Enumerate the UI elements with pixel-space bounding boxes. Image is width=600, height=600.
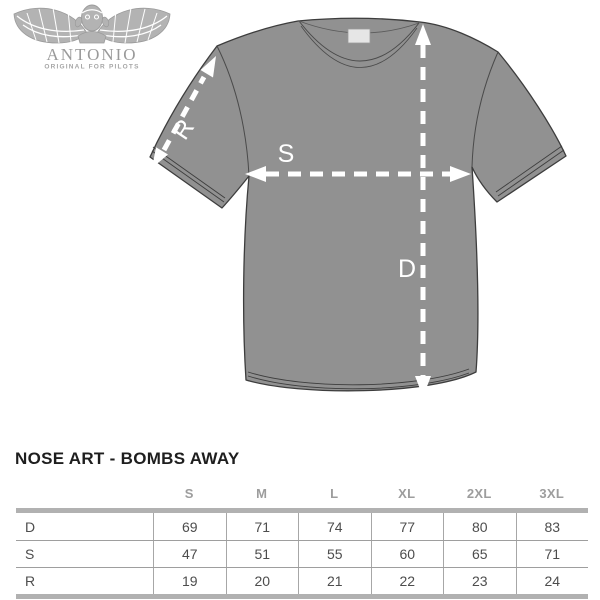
size-value: 55 bbox=[298, 541, 371, 567]
column-header-3xl: 3XL bbox=[539, 486, 565, 501]
size-value: 69 bbox=[153, 513, 226, 540]
size-value: 83 bbox=[516, 513, 589, 540]
table-row-d bbox=[16, 513, 588, 540]
size-value: 71 bbox=[226, 513, 299, 540]
size-value: 74 bbox=[298, 513, 371, 540]
size-value: 77 bbox=[371, 513, 444, 540]
row-label: R bbox=[25, 573, 36, 589]
row-label: S bbox=[25, 546, 35, 562]
size-value: 71 bbox=[516, 541, 589, 567]
size-value: 51 bbox=[226, 541, 299, 567]
table-corner-cell bbox=[16, 479, 153, 508]
sleeve-label: R bbox=[166, 114, 201, 145]
size-table bbox=[16, 479, 588, 599]
size-value: 22 bbox=[371, 568, 444, 594]
size-value: 23 bbox=[443, 568, 516, 594]
size-value: 19 bbox=[153, 568, 226, 594]
size-table-header bbox=[16, 479, 588, 508]
wings-icon bbox=[14, 5, 170, 43]
brand-logo bbox=[14, 5, 170, 71]
size-value: 24 bbox=[516, 568, 589, 594]
size-value: 80 bbox=[443, 513, 516, 540]
column-header-xl: XL bbox=[398, 486, 416, 501]
column-header-2xl: 2XL bbox=[466, 486, 492, 501]
size-value: 60 bbox=[371, 541, 444, 567]
column-header-s: S bbox=[184, 486, 194, 501]
column-header-m: M bbox=[256, 486, 268, 501]
table-bottom-rule bbox=[16, 594, 588, 599]
size-value: 21 bbox=[298, 568, 371, 594]
length-label: D bbox=[397, 255, 417, 283]
size-value: 65 bbox=[443, 541, 516, 567]
table-row-s bbox=[16, 540, 588, 567]
size-value: 20 bbox=[226, 568, 299, 594]
width-label: S bbox=[277, 140, 295, 168]
size-value: 47 bbox=[153, 541, 226, 567]
neck-tag bbox=[348, 29, 370, 43]
brand-name: ANTONIO bbox=[46, 45, 138, 64]
row-label: D bbox=[25, 518, 36, 535]
brand-tagline: ORIGINAL FOR PILOTS bbox=[44, 63, 140, 71]
product-title: NOSE ART - BOMBS AWAY bbox=[15, 449, 240, 468]
pilot-head-icon bbox=[74, 5, 110, 43]
table-row-r bbox=[16, 567, 588, 594]
column-header-l: L bbox=[330, 486, 339, 501]
